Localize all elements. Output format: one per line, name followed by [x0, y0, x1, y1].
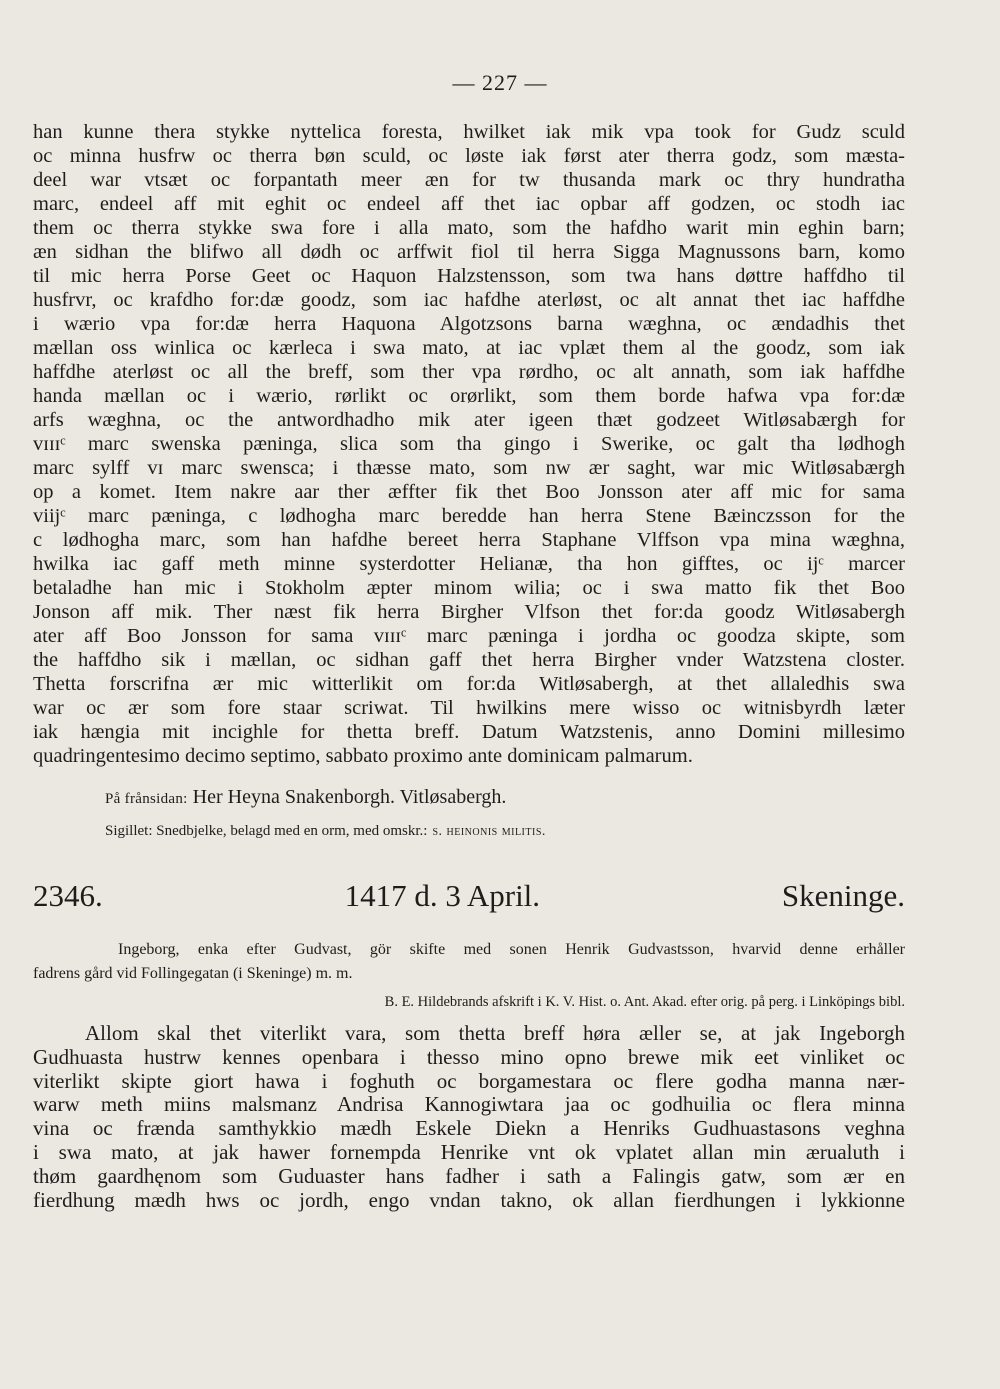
text-line: betaladhe han mic i Stokholm æpter minom wilia; oc i swa matto fik thet Boo — [33, 577, 905, 599]
text-line: ater aff Boo Jonsson for sama vɪɪɪᶜ marc pæninga i jordha oc goodza skipte, som — [33, 625, 905, 647]
seal-note — [33, 815, 905, 843]
source-note: B. E. Hildebrands afskrift i K. V. Hist. o. Ant. Akad. efter orig. på perg. i Linköpings bibl. — [384, 994, 905, 1010]
seal-inscription: s. heinonis militis. — [432, 824, 546, 839]
text-line: Allom skal thet viterlikt vara, som thetta breff høra æller se, at jak Ingeborgh — [85, 1022, 905, 1045]
text-line: haffdhe aterløst oc all the breff, som ther vpa rørdho, oc alt annath, som iak haffdhe — [33, 361, 905, 383]
text-line: the haffdho sik i mællan, oc sidhan gaff thet herra Birgher vnder Watzstena closter. — [33, 649, 905, 671]
page-number: — 227 — — [452, 70, 548, 95]
upper-text-block — [33, 120, 905, 768]
text-line: vina oc frænda samthykkio mædh Eskele Diekn a Henriks Gudhuastasons veghna — [33, 1117, 905, 1141]
text-line: warw meth miins malsmanz Andrisa Kannogiwtara jaa oc godhuilia oc flera minna — [33, 1093, 905, 1117]
text-line: Thetta forscrifna ær mic witterlikit om for:da Witløsabergh, at thet allaledhis swa — [33, 673, 905, 695]
text-line: i wærio vpa for:dæ herra Haquona Algotzsons barna wæghna, oc ændadhis thet — [33, 313, 905, 335]
text-line: oc minna husfrw oc therra bøn sculd, oc løste iak først ater therra godz, som mæsta- — [33, 145, 905, 167]
text-line: quadringentesimo decimo septimo, sabbato proximo ante dominicam palmarum. — [33, 745, 693, 767]
entry-summary — [33, 938, 905, 986]
notes-block — [33, 783, 905, 843]
text-line: deel war vtsæt oc forpantath meer æn for tw thusanda mark oc thry hundratha — [33, 169, 905, 191]
text-line: viterlikt skipte giort hawa i foghuth oc borgamestara oc flere godha manna nær- — [33, 1069, 905, 1093]
entry-place: Skeninge. — [781, 878, 905, 913]
text-line: husfrvr, oc krafdho for:dæ goodz, som iac hafdhe aterløst, oc alt annat thet iac haffdhe — [33, 289, 905, 311]
text-line: mællan oss winlica oc kærleca i swa mato, at iac vplæt them al the goodz, som iak — [33, 337, 905, 359]
text-line: hwilka iac gaff meth minne systerdotter Helianæ, tha hon gifftes, oc ijᶜ marcer — [33, 553, 905, 575]
text-line: op a komet. Item nakre aar ther æffter fik thet Boo Jonsson ater aff mic for sama — [33, 481, 905, 503]
reverse-note-label: På frånsidan: — [105, 791, 188, 807]
text-line: viijᶜ marc pæninga, c lødhogha marc beredde han herra Stene Bæinczsson for the — [33, 505, 905, 527]
entry-date: 1417 d. 3 April. — [344, 878, 541, 913]
text-line: i swa mato, at jak hawer fornempda Henrike vnt ok vplatet allan min ærualuth i — [33, 1140, 905, 1164]
text-line: war oc ær som fore staar scriwat. Til hwilkins mere wisso oc witnisbyrdh læter — [33, 697, 905, 719]
reverse-note — [33, 783, 905, 811]
text-line: æn sidhan the blifwo all dødh oc arffwit fiol til herra Sigga Magnussons barn, komo — [33, 241, 905, 263]
text-line: Jonson aff mik. Ther næst fik herra Birgher Vlfson thet for:da goodz Witløsabergh — [33, 601, 905, 623]
text-line: han kunne thera stykke nyttelica foresta, hwilket iak mik vpa took for Gudz sculd — [33, 121, 905, 143]
text-line: marc, endeel aff mit eghit oc endeel aff thet iac opbar aff godzen, oc stodh iac — [33, 193, 905, 215]
text-line: thøm gaardhęnom som Guduaster hans fadher i sath a Falingis gatw, som ær en — [33, 1164, 905, 1188]
reverse-note-text: Her Heyna Snakenborgh. Vitløsabergh. — [192, 786, 507, 808]
text-line: fierdhung mædh hws oc jordh, engo vndan takno, ok allan fierdhungen i lykkionne — [33, 1188, 905, 1212]
text-line: c lødhogha marc, som han hafdhe bereet herra Staphane Vlffson vpa mina wæghna, — [33, 529, 905, 551]
entry-number: 2346. — [33, 878, 103, 913]
lower-text-block — [33, 1022, 905, 1212]
text-line: vɪɪɪᶜ marc swenska pæninga, slica som tha gingo i Swerike, oc galt tha lødhogh — [33, 433, 905, 455]
seal-note-text: Sigillet: Snedbjelke, belagd med en orm, med omskr.: — [105, 823, 428, 839]
text-line: them oc therra stykke swa fore i alla mato, som the hafdho warit min eghin barn; — [33, 217, 905, 239]
text-line: til mic herra Porse Geet oc Haquon Halzstensson, som twa hans døttre haffdho til — [33, 265, 905, 287]
text-line: handa mællan oc i wærio, rørlikt oc orørlikt, som them borde hafwa vpa for:dæ — [33, 385, 905, 407]
text-line: Gudhuasta hustrw kennes openbara i thesso mino opno brewe mik eet vinliket oc — [33, 1045, 905, 1069]
summary-line: Ingeborg, enka efter Gudvast, gör skifte med sonen Henrik Gudvastsson, hvarvid denne erhåller — [118, 941, 905, 958]
summary-line: fadrens gård vid Follingegatan (i Skeninge) m. m. — [33, 965, 353, 982]
text-line: iak hængia mit incighle for thetta breff. Datum Watzstenis, anno Domini millesimo — [33, 721, 905, 743]
text-line: arfs wæghna, oc the antwordhadho mik ater igeen thæt godzeet Witløsabærgh for — [33, 409, 905, 431]
text-line: marc sylff vɪ marc swensca; i thæsse mato, som nw ær saght, war mic Witløsabærgh — [33, 457, 905, 479]
entry-heading — [33, 878, 905, 918]
